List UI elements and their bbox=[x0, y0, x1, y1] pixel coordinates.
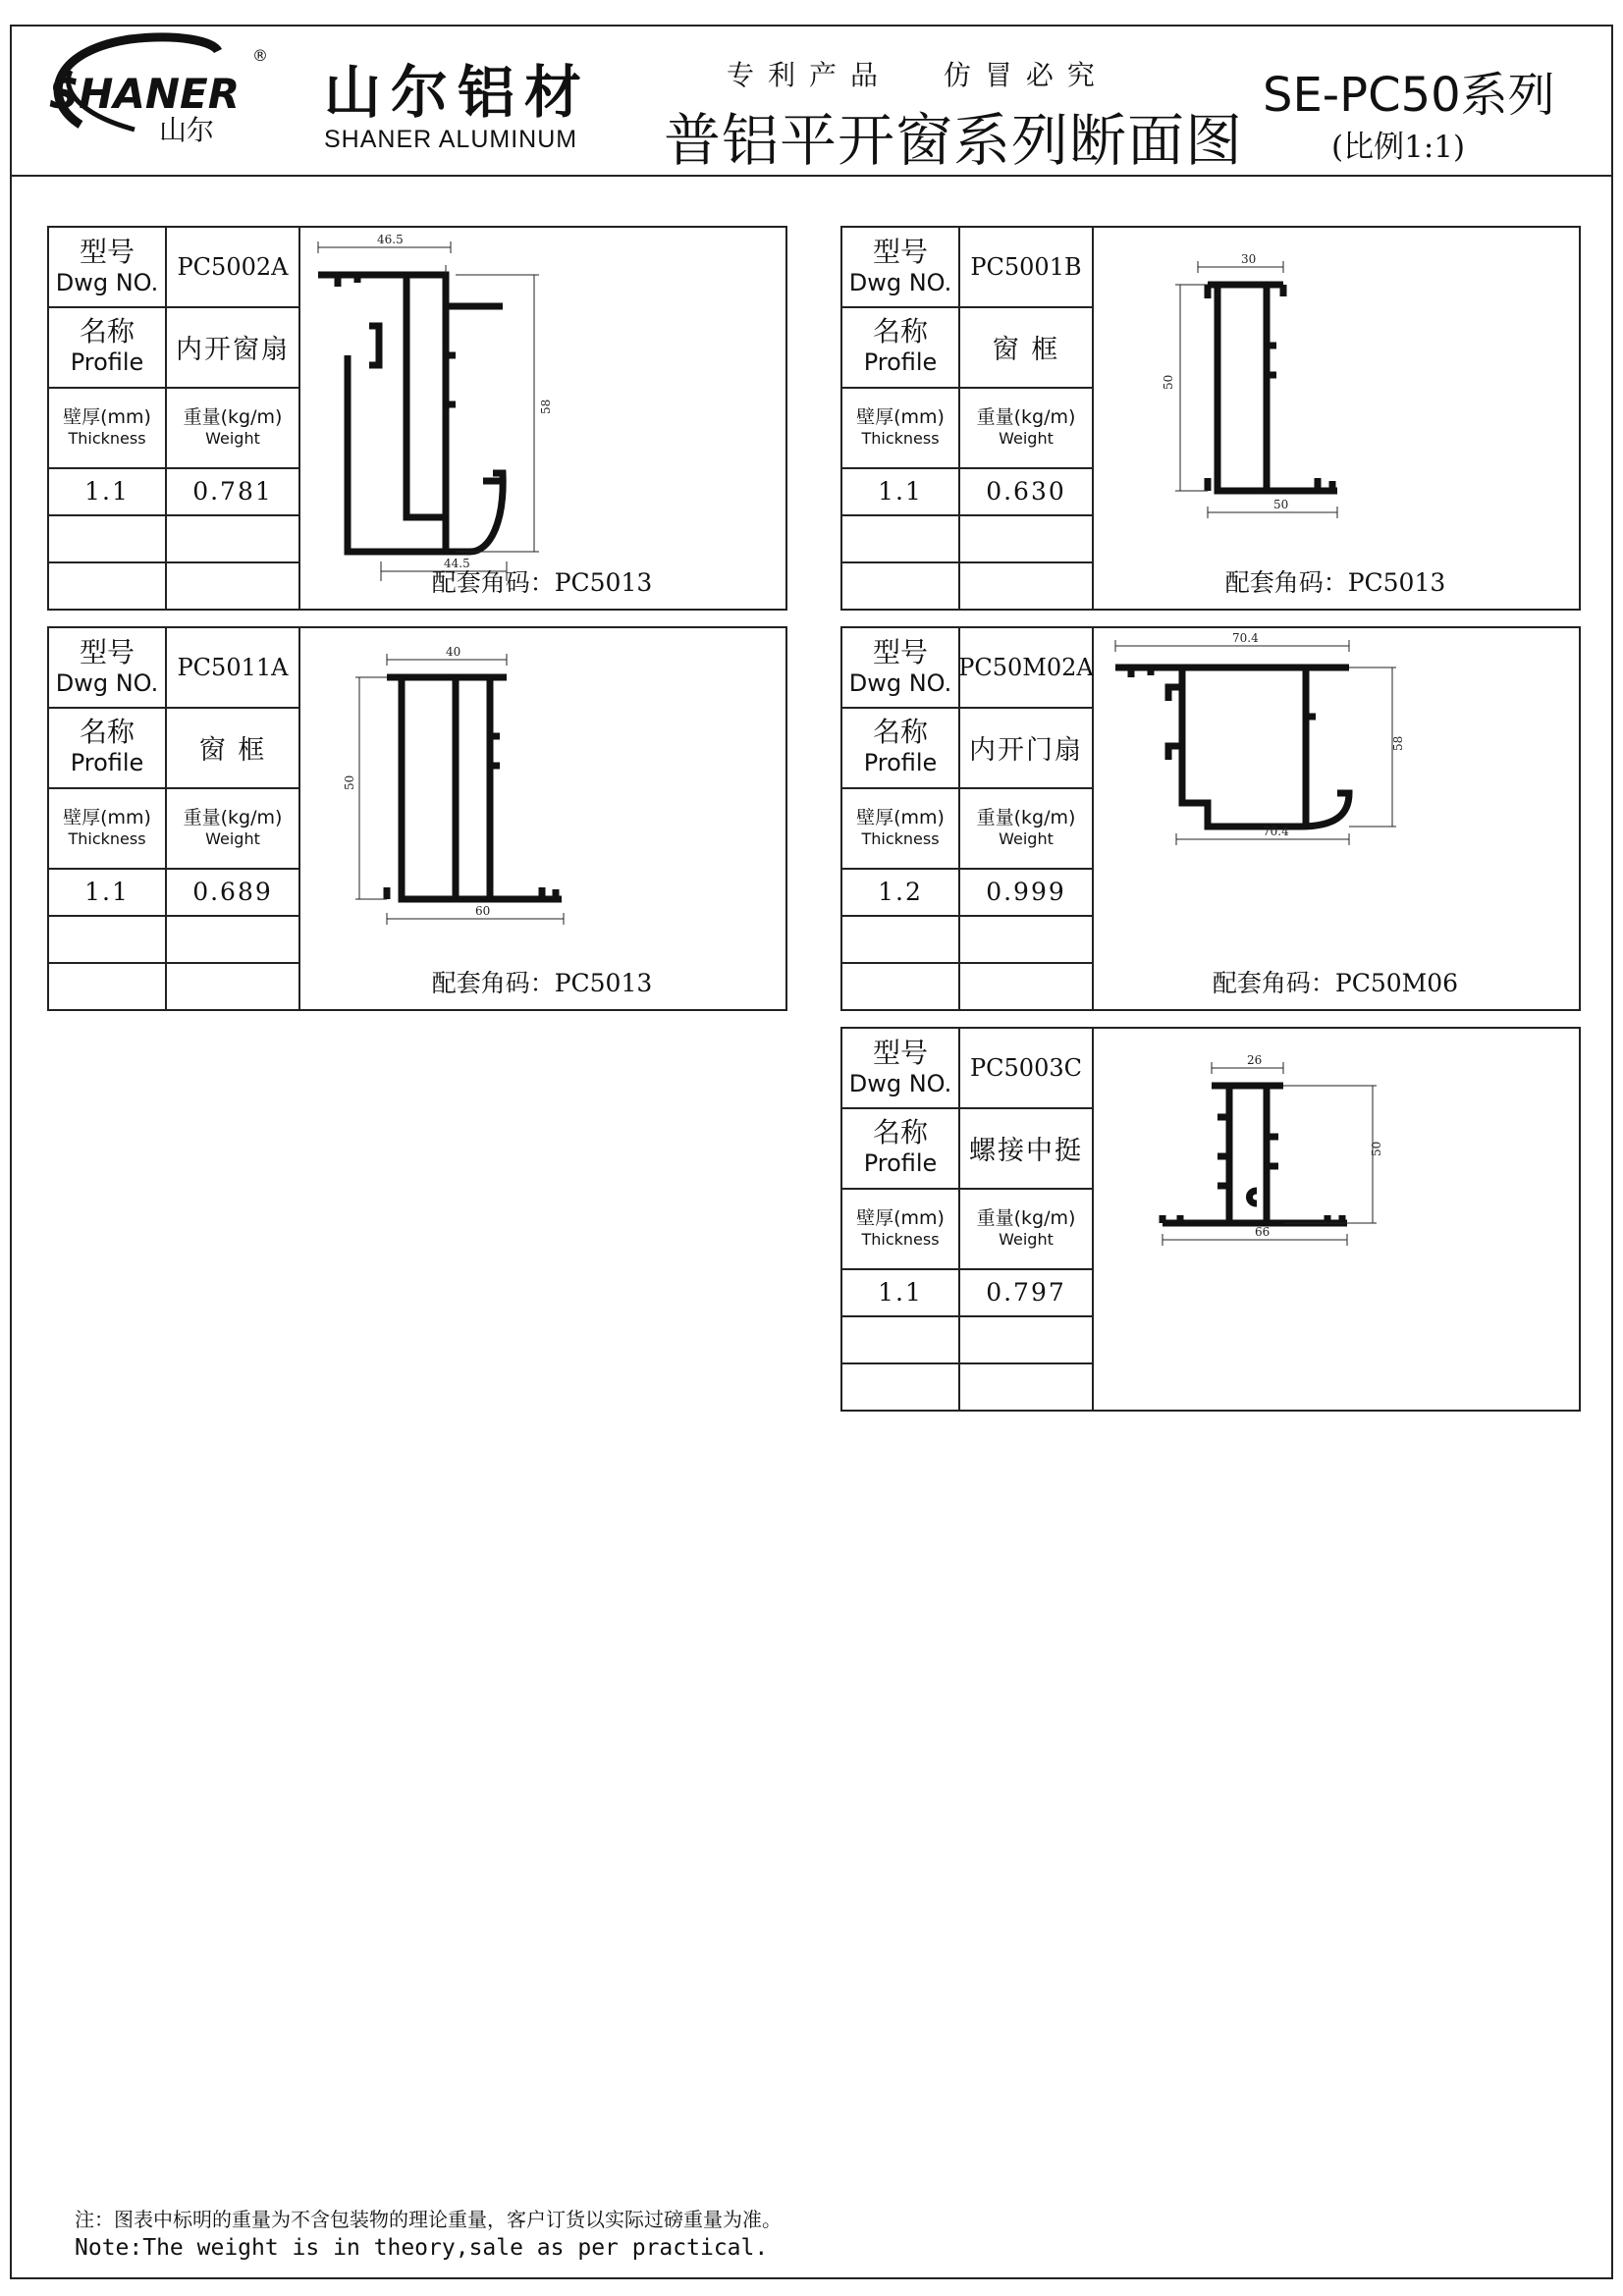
dim-top-label: 46.5 bbox=[377, 233, 404, 246]
empty-cell bbox=[842, 561, 960, 611]
logo-text: SHANER bbox=[49, 70, 241, 118]
dwg-value: PC5011A bbox=[177, 654, 289, 681]
matching-corner-code: 配套角码：PC5013 bbox=[1224, 568, 1446, 597]
matching-corner-code: 配套角码：PC5013 bbox=[431, 969, 653, 997]
profile-drawing bbox=[1092, 1029, 1579, 1410]
empty-cell bbox=[842, 514, 960, 561]
empty-cell bbox=[960, 514, 1092, 561]
profile-value: 窗 框 bbox=[198, 734, 267, 766]
slogan-patent: 专利产品 bbox=[727, 59, 893, 91]
logo-sub-text: 山尔 bbox=[159, 114, 215, 146]
dim-side-label: 50 bbox=[343, 774, 356, 790]
drawing-scale: (比例1:1) bbox=[1331, 130, 1466, 165]
thickness-value: 1.2 bbox=[842, 868, 960, 915]
profile-label: 名称 Profile bbox=[842, 707, 960, 787]
weight-label: 重量(kg/m) Weight bbox=[976, 406, 1076, 448]
dwg-label: 型号 Dwg NO. bbox=[842, 628, 960, 707]
profile-value: 螺接中挺 bbox=[969, 1135, 1083, 1166]
dim-top-label: 70.4 bbox=[1232, 631, 1259, 645]
spec-table bbox=[49, 228, 300, 609]
dwg-value: PC50M02A bbox=[958, 654, 1094, 681]
empty-cell bbox=[49, 514, 167, 561]
profile-label: 名称 Profile bbox=[49, 707, 167, 787]
company-name-cn: 山尔铝材 bbox=[324, 59, 592, 126]
dim-bottom-label: 70.4 bbox=[1263, 825, 1289, 838]
dwg-value: PC5001B bbox=[970, 253, 1082, 281]
dim-top-label: 30 bbox=[1241, 252, 1257, 266]
spec-table bbox=[842, 1029, 1094, 1410]
weight-label: 重量(kg/m) Weight bbox=[976, 807, 1076, 848]
empty-cell bbox=[167, 561, 298, 611]
empty-cell bbox=[49, 561, 167, 611]
matching-corner-code: 配套角码：PC50M06 bbox=[1212, 969, 1459, 997]
empty-cell bbox=[167, 962, 298, 1011]
page-title: 普铝平开窗系列断面图 bbox=[664, 107, 1244, 174]
profile-section-diagram bbox=[1092, 228, 1579, 581]
empty-cell bbox=[49, 915, 167, 962]
spec-table bbox=[49, 628, 300, 1009]
dim-side-label: 50 bbox=[1162, 374, 1175, 390]
dim-top-label: 40 bbox=[446, 645, 461, 659]
profile-label: 名称 Profile bbox=[842, 1107, 960, 1188]
weight-value: 0.999 bbox=[986, 877, 1066, 906]
weight-value: 0.689 bbox=[192, 877, 273, 906]
thickness-value: 1.1 bbox=[842, 467, 960, 514]
empty-cell bbox=[167, 915, 298, 962]
profile-section-diagram bbox=[1092, 628, 1579, 982]
thickness-label: 壁厚(mm) Thickness bbox=[49, 387, 167, 467]
weight-label: 重量(kg/m) Weight bbox=[183, 406, 283, 448]
profile-card bbox=[840, 626, 1581, 1011]
empty-cell bbox=[167, 514, 298, 561]
profile-card bbox=[47, 626, 787, 1011]
dwg-label: 型号 Dwg NO. bbox=[49, 628, 167, 707]
weight-value: 0.781 bbox=[192, 476, 273, 506]
company-name bbox=[324, 61, 609, 154]
profile-drawing bbox=[1092, 628, 1579, 1009]
slogan bbox=[727, 54, 1109, 93]
empty-cell bbox=[842, 1362, 960, 1412]
dwg-value: PC5003C bbox=[970, 1054, 1082, 1082]
profile-card bbox=[840, 226, 1581, 611]
dwg-label: 型号 Dwg NO. bbox=[842, 228, 960, 306]
profile-section-diagram bbox=[298, 228, 785, 581]
empty-cell bbox=[960, 915, 1092, 962]
profile-value: 内开门扇 bbox=[969, 734, 1083, 766]
dim-bottom-label: 44.5 bbox=[444, 557, 470, 570]
empty-cell bbox=[960, 962, 1092, 1011]
thickness-value: 1.1 bbox=[49, 868, 167, 915]
footer-note-en: Note:The weight is in theory,sale as per practical. bbox=[75, 2235, 769, 2261]
profile-drawing bbox=[298, 628, 785, 1009]
spec-table bbox=[842, 228, 1094, 609]
dim-bottom-label: 66 bbox=[1255, 1225, 1271, 1239]
empty-cell bbox=[960, 1362, 1092, 1412]
logo-registered-mark: ® bbox=[252, 46, 268, 65]
profile-drawing bbox=[298, 228, 785, 609]
empty-cell bbox=[49, 962, 167, 1011]
thickness-label: 壁厚(mm) Thickness bbox=[842, 787, 960, 868]
profile-label: 名称 Profile bbox=[49, 306, 167, 387]
profile-section-diagram bbox=[1092, 1029, 1579, 1382]
thickness-value: 1.1 bbox=[842, 1268, 960, 1315]
dim-top-label: 26 bbox=[1247, 1053, 1263, 1067]
empty-cell bbox=[842, 962, 960, 1011]
profile-card bbox=[47, 226, 787, 611]
series-name: SE-PC50系列 bbox=[1263, 68, 1555, 123]
dwg-label: 型号 Dwg NO. bbox=[49, 228, 167, 306]
weight-value: 0.630 bbox=[986, 476, 1066, 506]
empty-cell bbox=[842, 1315, 960, 1362]
dim-bottom-label: 50 bbox=[1273, 498, 1289, 511]
empty-cell bbox=[960, 561, 1092, 611]
company-logo bbox=[41, 31, 287, 149]
profile-card bbox=[840, 1027, 1581, 1412]
thickness-value: 1.1 bbox=[49, 467, 167, 514]
dim-side-label: 50 bbox=[1370, 1141, 1383, 1156]
empty-cell bbox=[842, 915, 960, 962]
company-name-en: SHANER ALUMINUM bbox=[324, 126, 578, 153]
weight-label: 重量(kg/m) Weight bbox=[976, 1207, 1076, 1249]
footer-note bbox=[75, 2206, 782, 2263]
dwg-value: PC5002A bbox=[177, 253, 289, 281]
profile-value: 内开窗扇 bbox=[176, 334, 290, 365]
thickness-label: 壁厚(mm) Thickness bbox=[49, 787, 167, 868]
profile-section-diagram bbox=[298, 628, 785, 982]
weight-label: 重量(kg/m) Weight bbox=[183, 807, 283, 848]
logo-swoosh-icon bbox=[41, 31, 287, 149]
footer-note-cn: 注：图表中标明的重量为不含包装物的理论重量，客户订货以实际过磅重量为准。 bbox=[75, 2208, 782, 2231]
weight-value: 0.797 bbox=[986, 1277, 1066, 1307]
spec-table bbox=[842, 628, 1094, 1009]
dim-side-label: 58 bbox=[539, 399, 553, 414]
thickness-label: 壁厚(mm) Thickness bbox=[842, 1188, 960, 1268]
profile-value: 窗 框 bbox=[992, 334, 1060, 365]
matching-corner-code: 配套角码：PC5013 bbox=[431, 568, 653, 597]
dim-side-label: 58 bbox=[1391, 735, 1405, 751]
profile-drawing bbox=[1092, 228, 1579, 609]
dim-bottom-label: 60 bbox=[475, 904, 491, 918]
thickness-label: 壁厚(mm) Thickness bbox=[842, 387, 960, 467]
dwg-label: 型号 Dwg NO. bbox=[842, 1029, 960, 1107]
empty-cell bbox=[960, 1315, 1092, 1362]
profile-label: 名称 Profile bbox=[842, 306, 960, 387]
slogan-counterfeit: 仿冒必究 bbox=[943, 59, 1109, 91]
